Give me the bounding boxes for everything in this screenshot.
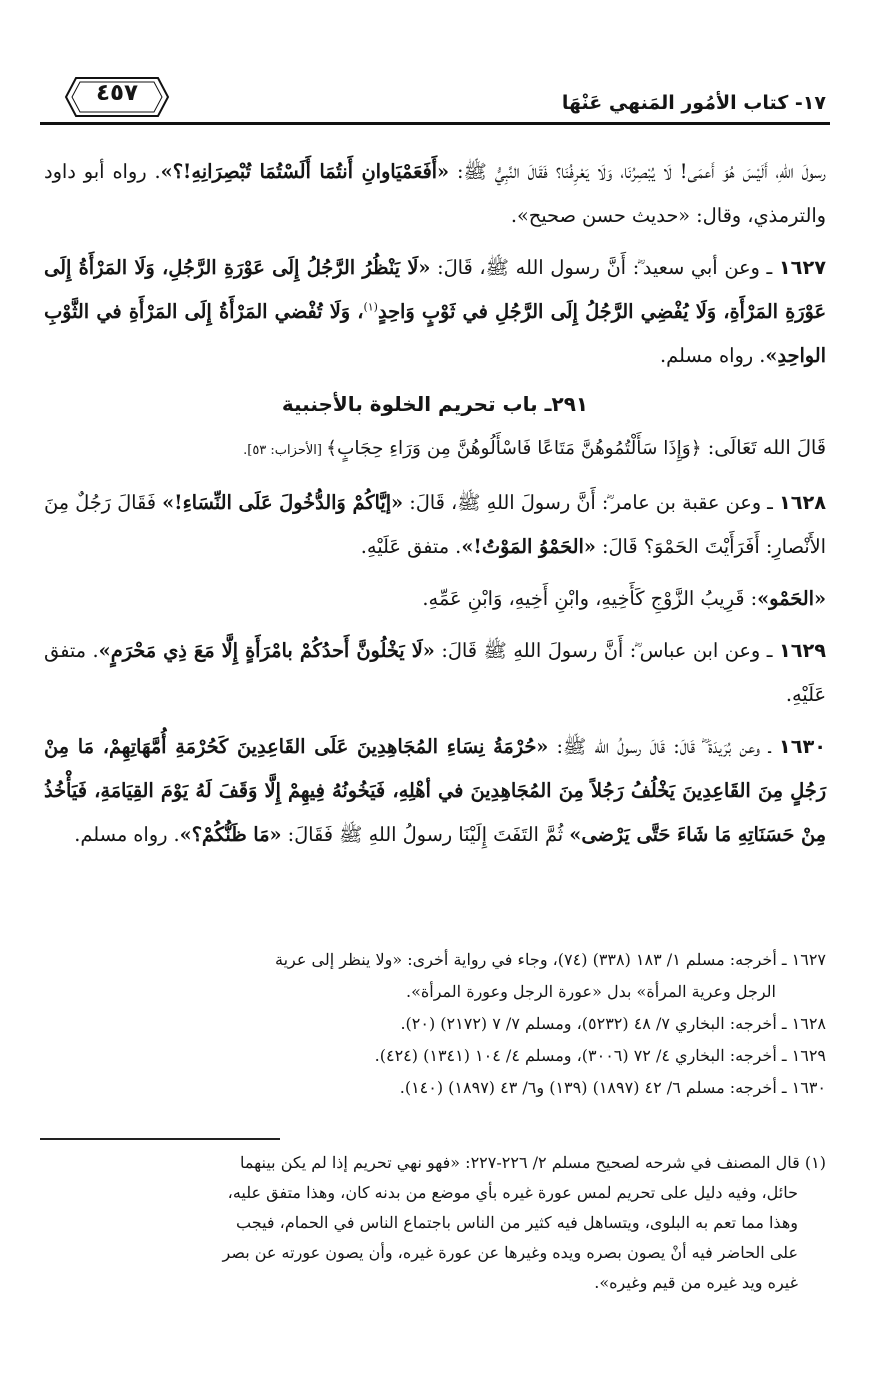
text-run: ـ وعن ابن عباس ؓ: أَنَّ رسولَ اللهِ ﷺ قَالَ: — [434, 639, 779, 662]
text-run: . متفق عَلَيْهِ. — [360, 535, 462, 558]
text-run: ـ وعن عقبة بن عامر ؓ: أَنَّ رسولَ اللهِ ﷺ، قَالَ: — [403, 491, 779, 514]
hadith-quote: «لَا يَنْظُرُ الرَّجُلُ إِلَى عَوْرَةِ الرَّجُلِ، وَلَا المَرْأَةُ إِلَى عَوْرَةِ المَرْأَةِ، وَلَا يُفْضِي الرَّجُلُ إِلَى الرَّجُلِ في ثَوْبٍ وَاحِدٍ — [44, 256, 826, 323]
page-header — [40, 62, 830, 114]
takhrij-1628: ١٦٢٨ ـ أخرجه: البخاري ٧/ ٤٨ (٥٢٣٢)، ومسلم ٧/ ٧ (٢١٧٢) (٢٠). — [400, 1014, 826, 1033]
footnotes — [44, 1148, 826, 1298]
takhrij-1629: ١٦٢٩ ـ أخرجه: البخاري ٤/ ٧٢ (٣٠٠٦)، ومسلم ٤/ ١٠٤ (١٣٤١) (٤٢٤). — [374, 1046, 826, 1065]
text-run: ثُمَّ التَفَتَ إِلَيْنَا رسولُ اللهِ ﷺ فَقَالَ: — [281, 823, 570, 846]
hadith-quote: «لَا يَخْلُونَّ أَحدُكُمْ بامْرَأَةٍ إِلَّا مَعَ ذِي مَحْرَمٍ» — [98, 639, 435, 662]
hadith-quote: «حُرْمَةُ نِسَاءِ المُجَاهِدِينَ عَلَى القَاعِدِينَ كَحُرْمَةِ أُمَّهَاتِهِمْ، مَا مِنْ رَجُلٍ مِنَ القَاعِدِينَ يَخْلُفُ رَجُلاً مِنَ المُجَاهِدِينَ في أهْلِهِ، فَيَخُونُهُ فِيهِمْ إِلَّا وَقَفَ لَهُ يَوْمَ القِيَامَةِ، فَيَأْخُذُ مِنْ حَسَنَاتِهِ مَا شَاءَ حَتَّى يَرْضى» — [44, 735, 826, 846]
hadith-quote: ، وَلَا تُفْضي المَرْأَةُ إِلَى المَرْأَةِ في الثَّوْبِ الواحِدِ» — [44, 300, 826, 367]
takhrij-1627: ١٦٢٧ ـ أخرجه: مسلم ١/ ١٨٣ (٣٣٨) (٧٤)، وجاء في رواية أخرى: «ولا ينظر إلى عرية — [275, 950, 826, 969]
footnote-mark[interactable]: (١) — [363, 300, 378, 314]
quran-citation — [44, 426, 826, 473]
hadith-number: ١٦٢٧ — [778, 256, 826, 279]
footnote-1-line: (١) قال المصنف في شرحه لصحيح مسلم ٢/ ٢٢٦-٢٢٧: «فهو نهي تحريم إذا لم يكن بينهما — [240, 1153, 826, 1172]
defined-term: «الحَمْو» — [757, 587, 826, 610]
hadith-quote: «إيَّاكُمْ وَالدُّخُولَ عَلَى النِّسَاءِ!» — [162, 491, 404, 514]
text-run: رسولَ اللهِ، أَلَيْسَ هُوَ أَعمَى! لَا يُبْصِرُنَا، وَلَا يَعْرِفُنَا؟ فَقَالَ النَّبِيُّ ﷺ: — [449, 160, 827, 183]
hadith-1628 — [44, 481, 826, 569]
paragraph-continuation — [44, 150, 826, 238]
quran-verse: ﴿وَإِذَا سَأَلْتُمُوهُنَّ مَتَاعًا فَاسْأَلُوهُنَّ مِن وَرَاءِ حِجَابٍ﴾ — [326, 438, 702, 459]
text-run: : قَرِيبُ الزَّوْجِ كَأَخِيهِ، وابْنِ أَخِيهِ، وَابْنِ عَمِّهِ. — [422, 587, 758, 610]
text-run: . متفق عَلَيْهِ. — [44, 639, 826, 706]
section-title: ٢٩١ـ باب تحريم الخلوة بالأجنبية — [281, 392, 589, 416]
definition-hamw — [44, 577, 826, 621]
hadith-number: ١٦٣٠ — [778, 735, 826, 758]
takhrij-1630: ١٦٣٠ ـ أخرجه: مسلم ٦/ ٤٢ (١٨٩٧) (١٣٩) و٦/ ٤٣ (١٨٩٧) (١٤٠). — [399, 1078, 826, 1097]
text-run: ـ وعن أبي سعيد ؓ: أَنَّ رسول الله ﷺ، قَالَ: — [430, 256, 779, 279]
text-run: ـ وعن بُرَيدَةَ ؓ قَالَ: قَالَ رسولُ الله ﷺ: — [548, 735, 779, 758]
hadith-number: ١٦٢٩ — [778, 639, 827, 662]
hadith-1629 — [44, 629, 826, 717]
takhrij-1627-cont: الرجل وعرية المرأة» بدل «عورة الرجل وعورة المرأة». — [406, 982, 776, 1001]
text-run: فَقَالَ رَجُلٌ مِنَ الأَنْصارِ: أَفَرَأَيْتَ الحَمْوَ؟ قَالَ: — [44, 491, 826, 558]
text-run: . رواه مسلم. — [74, 823, 180, 846]
book-page — [40, 62, 830, 1372]
header-rule — [40, 122, 830, 125]
page-number: ٤٥٧ — [95, 80, 139, 106]
hadith-quote: «الحَمْوُ المَوْتُ!» — [461, 535, 596, 558]
text-run: . رواه أبو داود والترمذي، وقال: «حديث حسن صحيح». — [44, 160, 826, 227]
main-text — [44, 150, 826, 857]
text-run: قَالَ الله تَعَالَى: — [701, 436, 826, 459]
text-run: . رواه مسلم. — [660, 344, 766, 367]
footnote-1-line: غيره ويد غيره من قيم وغيره». — [594, 1273, 798, 1292]
takhrij-notes — [44, 944, 826, 1104]
chapter-title: ١٧- كتاب الأمُور المَنهي عَنْهَا — [561, 92, 826, 114]
footnote-1-line: حائل، وفيه دليل على تحريم لمس عورة غيره بأي موضع من بدنه كان، وهذا متفق عليه، — [227, 1183, 798, 1202]
footnote-rule — [40, 1138, 280, 1140]
quran-reference: [الأحزاب: ٥٣]. — [243, 443, 327, 458]
hadith-quote: «مَا ظَنُّكُمْ؟» — [179, 823, 282, 846]
hadith-number: ١٦٢٨ — [778, 491, 827, 514]
footnote-1-line: وهذا مما تعم به البلوى، ويتساهل فيه كثير من الناس باجتماع الناس في الحمام، فيجب — [236, 1213, 798, 1232]
hadith-1630 — [44, 725, 826, 857]
footnote-1-line: على الحاضر فيه أنْ يصون بصره ويده وغيرها عن عورة غيره، وأن يصون عورته عن بصر — [222, 1243, 798, 1262]
hadith-quote: «أَفَعَمْيَاوانِ أَنتُمَا أَلَسْتُمَا تُبْصِرَانِهِ!؟» — [160, 160, 450, 183]
hadith-1627 — [44, 246, 826, 378]
